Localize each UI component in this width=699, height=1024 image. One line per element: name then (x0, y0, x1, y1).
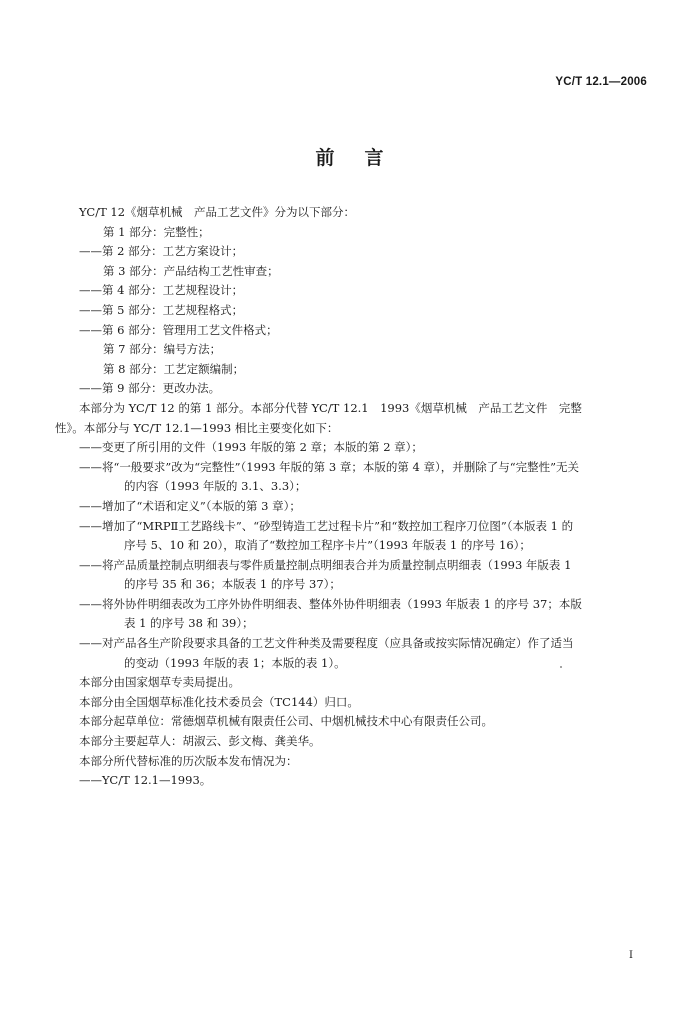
page-number: I (629, 950, 633, 961)
scan-speck (560, 666, 562, 668)
drafting-units-line: 本部分起草单位：常德烟草机械有限责任公司、中烟机械技术中心有限责任公司。 (79, 714, 493, 729)
part-list-item: 第 1 部分：完整性； (103, 224, 210, 239)
change-item: ——将外协件明细表改为工序外协件明细表、整体外协件明细表（1993 年版表 1 的序号 37；本版 (79, 596, 582, 611)
change-item: ——增加了“MRPⅡ工艺路线卡”、“砂型铸造工艺过程卡片”和“数控加工程序刀位图”（本版表 1 的 (79, 518, 574, 533)
change-item: ——对产品各生产阶段要求具备的工艺文件种类及需要程度（应具备或按实际情况确定）作了适当 (79, 636, 574, 651)
part-list-item: ——第 2 部分：工艺方案设计； (79, 244, 244, 259)
standard-number: YC/T 12.1—2006 (555, 76, 647, 88)
change-item: ——将产品质量控制点明细表与零件质量控制点明细表合并为质量控制点明细表（1993 年版表 1 (79, 557, 572, 572)
proposer-line: 本部分由国家烟草专卖局提出。 (79, 675, 240, 690)
part-list-item: 第 8 部分：工艺定额编制； (103, 361, 245, 376)
part-list-item: ——第 4 部分：工艺规程设计； (79, 283, 244, 298)
change-item: ——增加了“术语和定义”（本版的第 3 章）； (79, 498, 301, 513)
administration-line: 本部分由全国烟草标准化技术委员会（TC144）归口。 (79, 694, 359, 709)
part-list-item: ——第 5 部分：工艺规程格式； (79, 302, 244, 317)
replacement-paragraph: 本部分为 YC/T 12 的第 1 部分。本部分代替 YC/T 12.1 1993《烟草机械 产品工艺文件 完整 (79, 400, 582, 415)
drafters-line: 本部分主要起草人：胡淑云、彭文梅、龚美华。 (79, 734, 321, 749)
part-list-item: 第 3 部分：产品结构工艺性审查； (103, 263, 279, 278)
change-item-cont: 序号 5、10 和 20），取消了“数控加工程序卡片”（1993 年版表 1 的序号 16）； (124, 538, 531, 553)
change-item: ——将“一般要求”改为“完整性”（1993 年版的第 3 章；本版的第 4 章），并删除了与“完整性”无关 (79, 459, 579, 474)
change-item: ——变更了所引用的文件（1993 年版的第 2 章；本版的第 2 章）； (79, 440, 423, 455)
replacement-paragraph-cont: 性》。本部分与 YC/T 12.1—1993 相比主要变化如下： (55, 420, 339, 435)
page-title: 前言 (315, 147, 414, 169)
history-item: ——YC/T 12.1—1993。 (79, 773, 212, 788)
part-list-item: 第 7 部分：编号方法； (103, 342, 222, 357)
part-list-item: ——第 9 部分：更改办法。 (79, 381, 221, 396)
part-list-item: ——第 6 部分：管理用工艺文件格式； (79, 322, 278, 337)
history-intro-line: 本部分所代替标准的历次版本发布情况为： (79, 753, 298, 768)
change-item-cont: 的内容（1993 年版的 3.1、3.3）； (124, 479, 307, 494)
change-item-cont: 的变动（1993 年版的表 1；本版的表 1）。 (124, 655, 346, 670)
intro-line: YC/T 12《烟草机械 产品工艺文件》分为以下部分： (79, 205, 356, 219)
change-item-cont: 表 1 的序号 38 和 39）； (124, 616, 254, 631)
change-item-cont: 的序号 35 和 36；本版表 1 的序号 37）； (124, 577, 341, 592)
foreword-body (55, 203, 651, 791)
